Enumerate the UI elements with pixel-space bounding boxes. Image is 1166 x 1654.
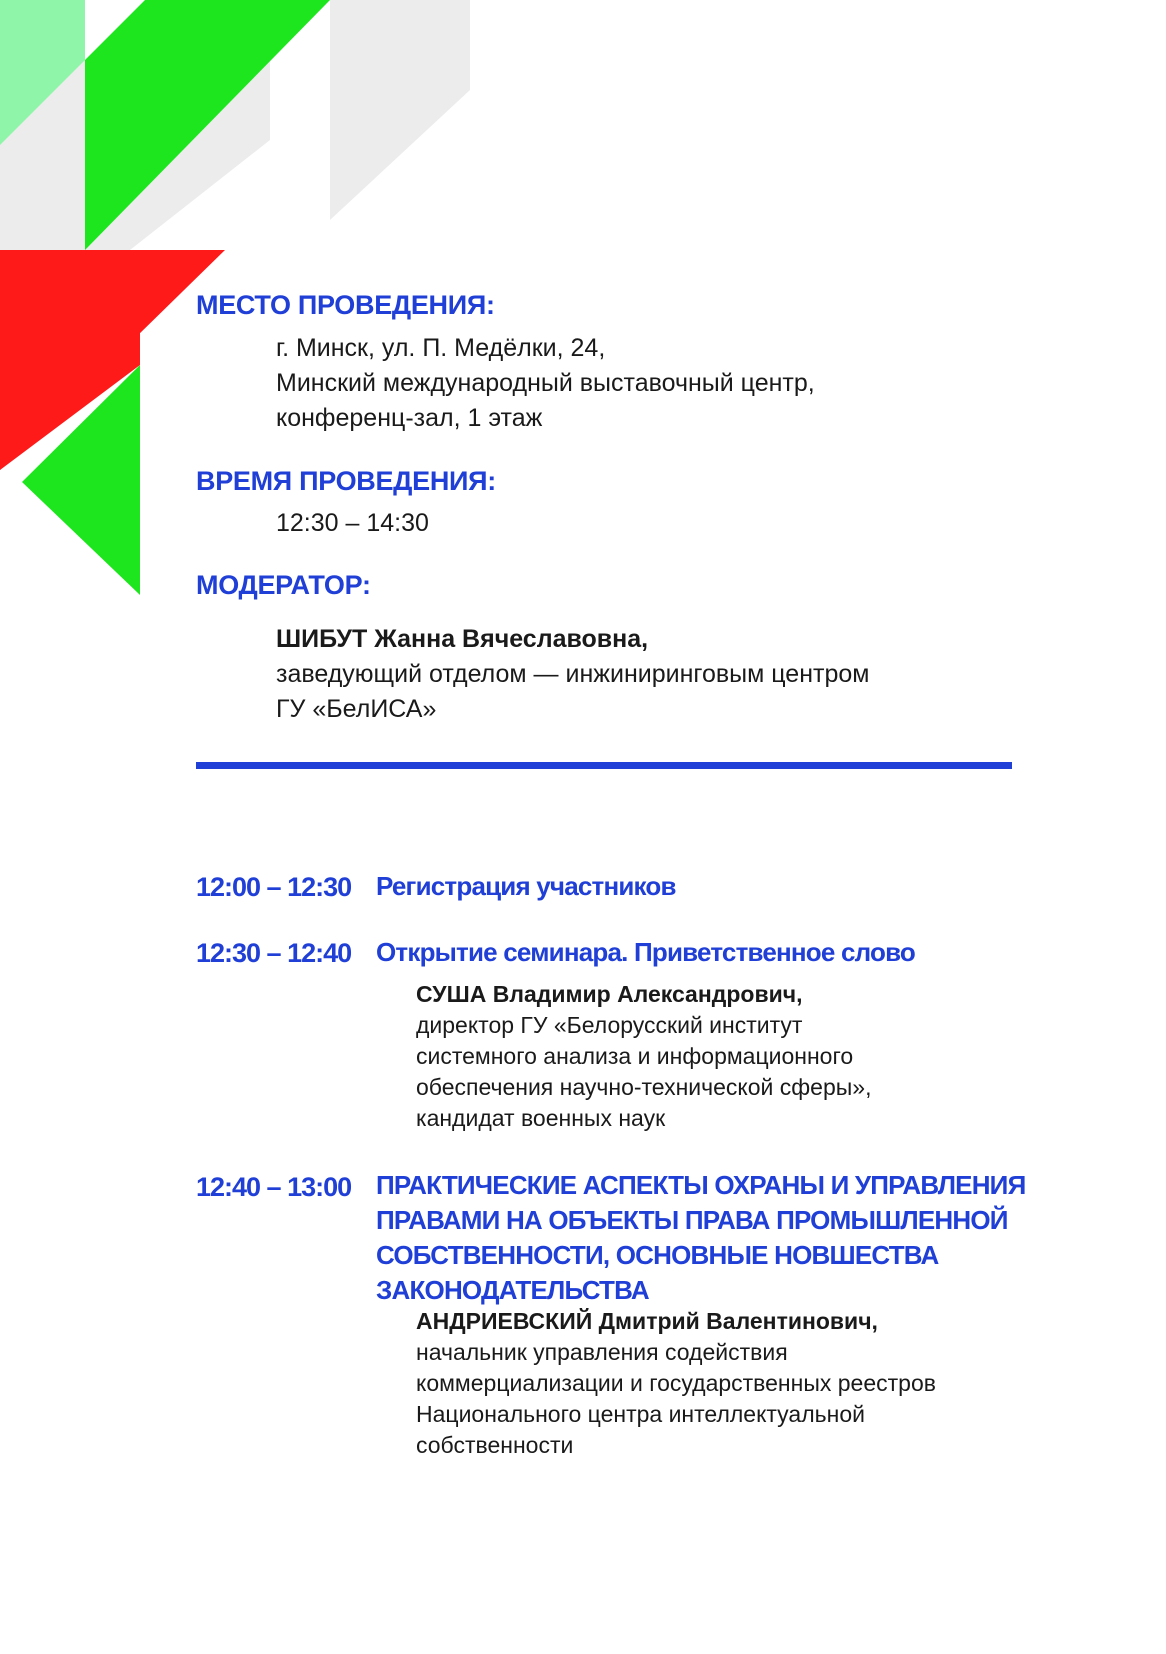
speaker-line: системного анализа и информационного bbox=[416, 1043, 854, 1069]
moderator-line: ГУ «БелИСА» bbox=[276, 695, 437, 723]
gray-shape-right bbox=[330, 0, 470, 220]
speaker-line: собственности bbox=[416, 1432, 574, 1458]
moderator-line: заведующий отделом — инжиниринговым центром bbox=[276, 660, 870, 688]
program-title-line: ПРАВАМИ НА ОБЪЕКТЫ ПРАВА ПРОМЫШЛЕННОЙ bbox=[376, 1205, 1008, 1235]
venue-line: г. Минск, ул. П. Медёлки, 24, bbox=[276, 334, 606, 362]
speaker-line: Национального центра интеллектуальной bbox=[416, 1401, 865, 1427]
speaker-name: СУША Владимир Александрович, bbox=[416, 981, 803, 1007]
program-speaker bbox=[416, 1306, 936, 1461]
speaker-line: обеспечения научно-технической сферы», bbox=[416, 1074, 872, 1100]
moderator-name: ШИБУТ Жанна Вячеславовна, bbox=[276, 625, 649, 653]
program-title bbox=[376, 935, 915, 970]
speaker-line: коммерциализации и государственных реестров bbox=[416, 1370, 936, 1396]
program-title-line: Регистрация участников bbox=[376, 871, 676, 901]
speaker-name: АНДРИЕВСКИЙ Дмитрий Валентинович, bbox=[416, 1308, 878, 1334]
venue-line: Минский международный выставочный центр, bbox=[276, 369, 815, 397]
section-divider bbox=[196, 762, 1012, 769]
program-time: 12:30 – 12:40 bbox=[196, 938, 352, 968]
program-time: 12:40 – 13:00 bbox=[196, 1172, 352, 1202]
speaker-line: начальник управления содействия bbox=[416, 1339, 788, 1365]
speaker-line: кандидат военных наук bbox=[416, 1105, 666, 1131]
venue-line: конференц-зал, 1 этаж bbox=[276, 404, 543, 432]
program-speaker bbox=[416, 979, 871, 1134]
time-value bbox=[276, 506, 429, 541]
time-label: ВРЕМЯ ПРОВЕДЕНИЯ: bbox=[196, 466, 496, 496]
moderator-info bbox=[276, 622, 869, 727]
program-title-line: Открытие семинара. Приветственное слово bbox=[376, 937, 916, 967]
program-title-line: ПРАКТИЧЕСКИЕ АСПЕКТЫ ОХРАНЫ И УПРАВЛЕНИЯ bbox=[376, 1170, 1026, 1200]
program-title-line: СОБСТВЕННОСТИ, ОСНОВНЫЕ НОВШЕСТВА bbox=[376, 1240, 939, 1270]
program-time: 12:00 – 12:30 bbox=[196, 872, 352, 902]
moderator-label: МОДЕРАТОР: bbox=[196, 570, 371, 600]
program-title bbox=[376, 1168, 1025, 1308]
program-title-line: ЗАКОНОДАТЕЛЬСТВА bbox=[376, 1275, 649, 1305]
time-range: 12:30 – 14:30 bbox=[276, 509, 429, 537]
venue-label: МЕСТО ПРОВЕДЕНИЯ: bbox=[196, 290, 495, 320]
venue-address bbox=[276, 331, 815, 436]
green-shape-top bbox=[85, 0, 330, 250]
program-title bbox=[376, 869, 676, 904]
speaker-line: директор ГУ «Белорусский институт bbox=[416, 1012, 803, 1038]
